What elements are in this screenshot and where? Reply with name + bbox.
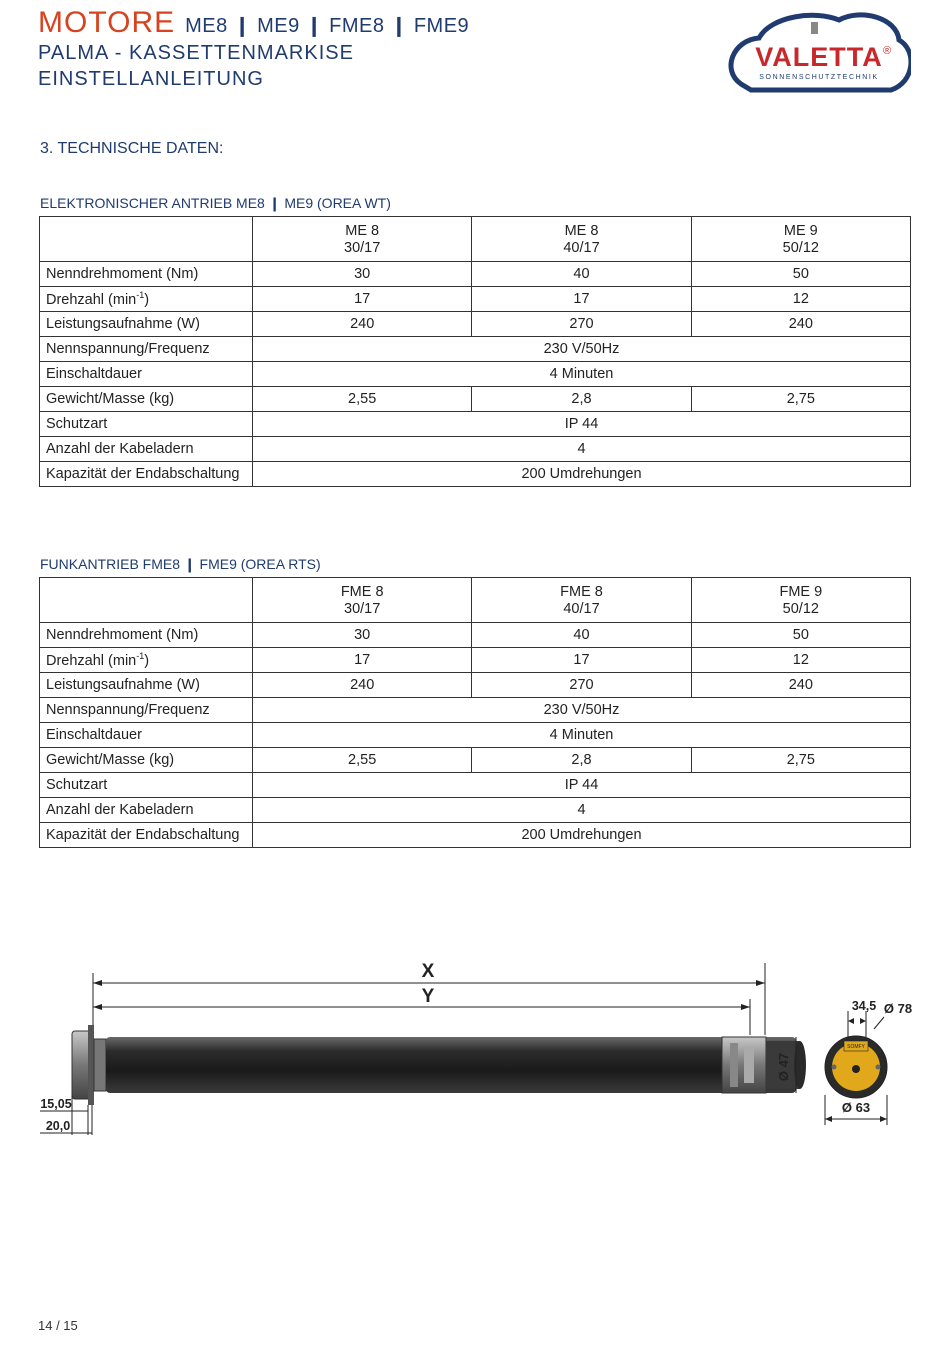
cell-value: 240 [691, 312, 910, 337]
row-label: Nenndrehmoment (Nm) [40, 623, 253, 648]
page-number: 14 / 15 [38, 1318, 78, 1333]
logo-tagline: SONNENSCHUTZTECHNIK [759, 74, 879, 81]
table-header-row [40, 217, 911, 262]
cell-value: 2,55 [253, 387, 472, 412]
row-label: Anzahl der Kabeladern [40, 798, 253, 823]
table-row [40, 412, 911, 437]
cell-value: 2,75 [691, 387, 910, 412]
cell-value: 30 [253, 623, 472, 648]
dimension-y [93, 986, 750, 1035]
dim-78-label: Ø 78 [883, 1001, 913, 1016]
cell-value: IP 44 [253, 773, 911, 798]
column-header: FME 9 50/12 [691, 578, 910, 623]
cell-value: 4 Minuten [253, 723, 911, 748]
cell-value: 40 [472, 262, 691, 287]
cell-value: IP 44 [253, 412, 911, 437]
dim-63-label: Ø 63 [841, 1100, 871, 1115]
row-label: Drehzahl $(\min^{-1})$ [40, 287, 253, 312]
cell-value: 270 [472, 312, 691, 337]
cell-value: 17 [253, 287, 472, 312]
logo-registered: ® [883, 45, 892, 57]
table-row [40, 648, 911, 673]
header-subtitle: PALMA - KASSETTENMARKISE [38, 42, 354, 64]
row-label: Kapazität der Endabschaltung [40, 823, 253, 848]
header-title: MOTORE [38, 6, 176, 39]
column-header: FME 8 30/17 [253, 578, 472, 623]
cell-value: 240 [253, 312, 472, 337]
row-label: Schutzart [40, 773, 253, 798]
cell-value: 2,8 [472, 748, 691, 773]
table-header-row [40, 578, 911, 623]
dimension-left [40, 1095, 92, 1135]
table-row [40, 773, 911, 798]
table-row [40, 287, 911, 312]
column-header: ME 9 50/12 [691, 217, 910, 262]
cell-value: 50 [691, 623, 910, 648]
cell-value: 200 Umdrehungen [253, 823, 911, 848]
spec-table-electronic [39, 216, 911, 487]
table-row [40, 798, 911, 823]
table-row [40, 337, 911, 362]
row-label: Gewicht/Masse (kg) [40, 748, 253, 773]
cell-value: 17 [253, 648, 472, 673]
dim-15-label: 15,05 [40, 1097, 72, 1111]
logo-brand: VALETTA [755, 42, 883, 72]
table-row [40, 387, 911, 412]
row-label: Drehzahl $(\min^{-1})$ [40, 648, 253, 673]
cell-value: 2,75 [691, 748, 910, 773]
cell-value: 40 [472, 623, 691, 648]
row-label: Einschaltdauer [40, 362, 253, 387]
cell-value: 4 Minuten [253, 362, 911, 387]
cell-value: 17 [472, 287, 691, 312]
end-view-brand: SOMFY [847, 1044, 865, 1050]
cell-value: 240 [253, 673, 472, 698]
row-label: Gewicht/Masse (kg) [40, 387, 253, 412]
cell-value: 2,55 [253, 748, 472, 773]
cell-value: 240 [691, 673, 910, 698]
cell-value: 200 Umdrehungen [253, 462, 911, 487]
row-label: Nennspannung/Frequenz [40, 337, 253, 362]
dim-47-label: Ø 47 [776, 1052, 791, 1082]
row-label: Anzahl der Kabeladern [40, 437, 253, 462]
table-row [40, 362, 911, 387]
row-label: Nennspannung/Frequenz [40, 698, 253, 723]
table-row [40, 698, 911, 723]
table-row [40, 312, 911, 337]
motor-tube [106, 1037, 796, 1093]
cell-value: 30 [253, 262, 472, 287]
motor-technical-drawing [36, 955, 916, 1145]
header-models: ME8 ❙ ME9 ❙ FME8 ❙ FME9 [185, 15, 470, 37]
row-label: Kapazität der Endabschaltung [40, 462, 253, 487]
cell-value: 2,8 [472, 387, 691, 412]
table-row [40, 437, 911, 462]
header-blank-cell [40, 578, 253, 623]
dim-x-label: X [421, 961, 435, 982]
cell-value: 270 [472, 673, 691, 698]
row-label: Leistungsaufnahme (W) [40, 673, 253, 698]
row-label: Nenndrehmoment (Nm) [40, 262, 253, 287]
row-label: Einschaltdauer [40, 723, 253, 748]
column-header: ME 8 30/17 [253, 217, 472, 262]
table-row [40, 673, 911, 698]
dim-20-label: 20,0 [45, 1119, 71, 1133]
table-row [40, 748, 911, 773]
spec-table-radio [39, 577, 911, 848]
column-header: ME 8 40/17 [472, 217, 691, 262]
document-header [38, 6, 469, 92]
table-row [40, 623, 911, 648]
cell-value: 12 [691, 287, 910, 312]
cell-value: 4 [253, 437, 911, 462]
section-title: 3. TECHNISCHE DATEN: [40, 140, 224, 157]
table-row [40, 823, 911, 848]
table-row [40, 262, 911, 287]
header-doc-type: EINSTELLANLEITUNG [38, 68, 264, 90]
table2-title: FUNKANTRIEB FME8 ❙ FME9 (OREA RTS) [40, 556, 321, 572]
table-row [40, 462, 911, 487]
cell-value: 230 V/50Hz [253, 337, 911, 362]
dim-345-label: 34,5 [851, 999, 877, 1013]
header-blank-cell [40, 217, 253, 262]
row-label: Leistungsaufnahme (W) [40, 312, 253, 337]
valetta-logo [727, 10, 911, 94]
motor-end-view [825, 999, 912, 1125]
row-label: Schutzart [40, 412, 253, 437]
motor-crown [722, 1037, 806, 1093]
cell-value: 12 [691, 648, 910, 673]
cell-value: 4 [253, 798, 911, 823]
table-row [40, 723, 911, 748]
cell-value: 50 [691, 262, 910, 287]
dim-y-label: Y [421, 986, 435, 1007]
cell-value: 230 V/50Hz [253, 698, 911, 723]
column-header: FME 8 40/17 [472, 578, 691, 623]
cell-value: 17 [472, 648, 691, 673]
table1-title: ELEKTRONISCHER ANTRIEB ME8 ❙ ME9 (OREA WT) [40, 195, 391, 211]
